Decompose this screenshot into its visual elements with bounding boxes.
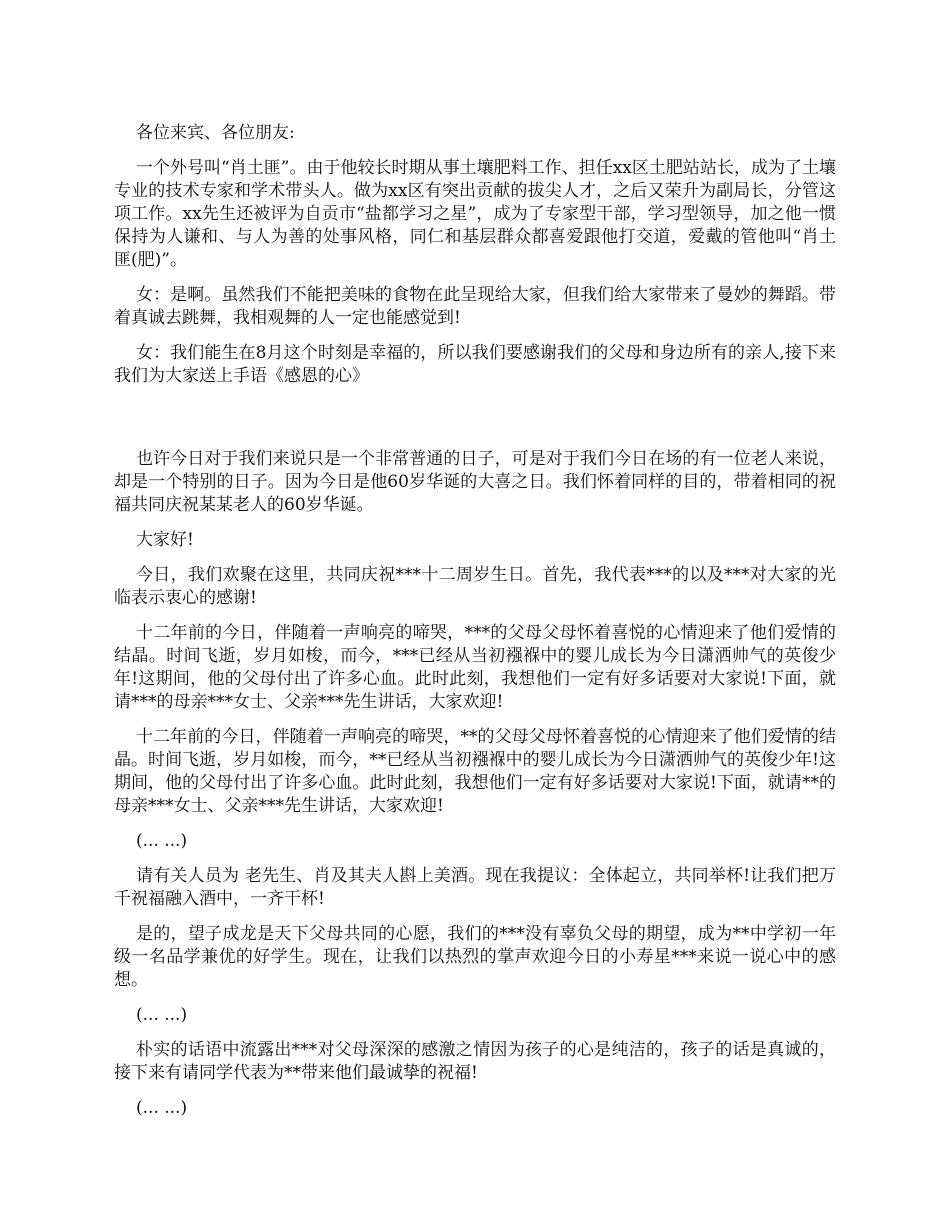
paragraph-birthday-intro: 也许今日对于我们来说只是一个非常普通的日子，可是对于我们今日在场的有一位老人来说，却是一个特别的日子。因为今日是他60岁华诞的大喜之日。我们怀着同样的目的，带着相同的祝福共同庆祝某某老人的60岁华诞。 [114, 449, 836, 515]
paragraph-gratitude: 朴实的话语中流露出***对父母深深的感激之情因为孩子的心是纯洁的，孩子的话是真诚的，接下来有请同学代表为**带来他们最诚挚的祝福! [114, 1040, 836, 1083]
paragraph-greeting: 各位来宾、各位朋友: [136, 123, 295, 143]
paragraph-ellipsis-2: (... ...) [136, 1005, 188, 1025]
document-body [114, 122, 836, 1132]
paragraph-dance: 女：是啊。虽然我们不能把美味的食物在此呈现给大家，但我们给大家带来了曼妙的舞蹈。带着真诚去跳舞，我相观舞的人一定也能感觉到! [114, 285, 836, 328]
paragraph-ellipsis-3: (... ...) [136, 1098, 188, 1118]
paragraph-toast: 请有关人员为 老先生、肖及其夫人斟上美酒。现在我提议：全体起立，共同举杯!让我们把万千祝福融入酒中，一齐干杯! [114, 866, 836, 909]
paragraph-twelve-years-2: 十二年前的今日，伴随着一声响亮的啼哭，**的父母父母怀着喜悦的心情迎来了他们爱情的结晶。时间飞逝，岁月如梭，而今，**已经从当初襁褓中的婴儿成长为今日潇洒帅气的英俊少年!这期间，他的父母付出了许多心血。此时此刻，我想他们一定有好多话要对大家说!下面，就请**的母亲***女士、父亲***先生讲话，大家欢迎! [114, 727, 836, 816]
paragraph-twelve-years-1: 十二年前的今日，伴随着一声响亮的啼哭，***的父母父母怀着喜悦的心情迎来了他们爱情的结晶。时间飞逝，岁月如梭，而今，***已经从当初襁褓中的婴儿成长为今日潇洒帅气的英俊少年!这期间，他的父母付出了许多心血。此时此刻，我想他们一定有好多话要对大家说!下面，就请***的母亲***女士、父亲***先生讲话，大家欢迎! [114, 623, 836, 712]
section-gap [114, 400, 836, 448]
paragraph-nickname: 一个外号叫“肖土匪”。由于他较长时期从事土壤肥料工作、担任xx区土肥站站长，成为了土壤专业的技术专家和学术带头人。做为xx区有突出贡献的拔尖人才，之后又荣升为副局长，分管这项工作。xx先生还被评为自贡市“盐都学习之星”，成为了专家型干部，学习型领导，加之他一惯保持为人谦和、与人为善的处事风格，同仁和基层群众都喜爱跟他打交道，爱戴的管他叫“肖土匪(肥)”。 [114, 158, 836, 270]
paragraph-gathering: 今日，我们欢聚在这里，共同庆祝***十二周岁生日。首先，我代表***的以及***对大家的光临表示衷心的感谢! [114, 565, 836, 608]
paragraph-ellipsis-1: (... ...) [136, 831, 188, 851]
paragraph-hello: 大家好! [136, 530, 194, 550]
paragraph-sign-language: 女：我们能生在8月这个时刻是幸福的，所以我们要感谢我们的父母和身边所有的亲人,接下来我们为大家送上手语《感恩的心》 [114, 343, 836, 386]
paragraph-parents-wish: 是的，望子成龙是天下父母共同的心愿，我们的***没有辜负父母的期望，成为**中学初一年级一名品学兼优的好学生。现在，让我们以热烈的掌声欢迎今日的小寿星***来说一说心中的感想。 [114, 924, 836, 990]
